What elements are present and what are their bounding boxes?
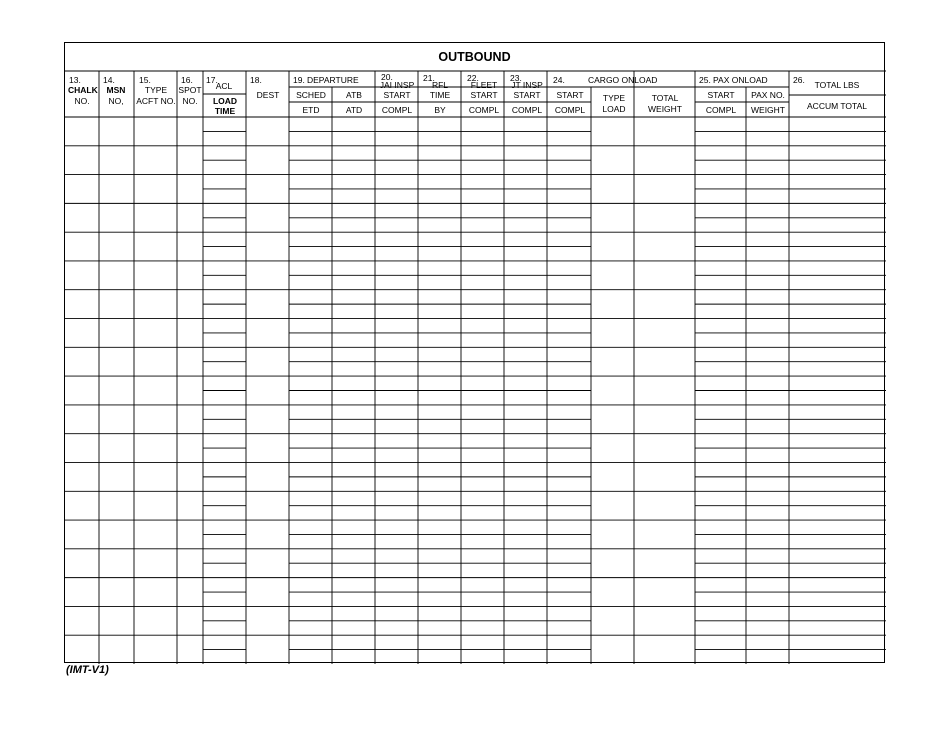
col-25-sub-compl: COMPL xyxy=(705,105,737,115)
col-22-sub-compl: COMPL xyxy=(468,105,500,115)
col-22-sub-start: START xyxy=(470,90,498,100)
col-18-number: 18. xyxy=(250,75,262,85)
col-19-sub-sched: SCHED xyxy=(296,90,326,100)
col-23-sub-start: START xyxy=(513,90,541,100)
outbound-form xyxy=(64,42,885,663)
col-24-sub-start: START xyxy=(556,90,584,100)
col-22-title: FLEET xyxy=(470,80,498,90)
col-14-label-2: NO, xyxy=(108,96,124,106)
col-13-number: 13. xyxy=(69,75,81,85)
col-23-title: JT INSP xyxy=(511,80,543,90)
col-25-sub-weight: WEIGHT xyxy=(751,105,785,115)
col-22-number: 22. xyxy=(467,73,479,83)
col-17-sub-time: TIME xyxy=(214,106,236,116)
col-19-sub-etd: ETD xyxy=(302,105,320,115)
col-24-number: 24. xyxy=(553,75,565,85)
col-19-sub-atb: ATB xyxy=(346,90,362,100)
col-23-sub-compl: COMPL xyxy=(511,105,543,115)
col-25-title: PAX ONLOAD xyxy=(713,75,768,85)
col-20-title: JAI INSP xyxy=(379,80,415,90)
col-26-title: TOTAL LBS xyxy=(814,80,860,90)
form-footer: (IMT-V1) xyxy=(66,664,109,676)
col-26-sub-accum-total: ACCUM TOTAL xyxy=(807,101,867,111)
col-13-label-1: CHALK xyxy=(68,85,98,95)
col-17-number: 17. xyxy=(206,75,218,85)
col-25-sub-start: START xyxy=(707,90,735,100)
col-17-sub-load: LOAD xyxy=(212,96,238,106)
col-15-label-1: TYPE xyxy=(144,85,168,95)
col-16-number: 16. xyxy=(181,75,193,85)
col-19-title: DEPARTURE xyxy=(307,75,359,85)
col-17-title: ACL xyxy=(215,81,233,91)
col-19-number: 19. xyxy=(293,75,305,85)
col-15-number: 15. xyxy=(139,75,151,85)
col-23-number: 23. xyxy=(510,73,522,83)
col-16-label-2: NO. xyxy=(182,96,198,106)
col-20-sub-start: START xyxy=(383,90,411,100)
col-24-sub-total: TOTAL xyxy=(651,93,679,103)
col-14-number: 14. xyxy=(103,75,115,85)
col-18-title: DEST xyxy=(256,90,280,100)
col-13-label-2: NO. xyxy=(74,96,90,106)
col-24-sub-load: LOAD xyxy=(602,104,626,114)
col-24-title: CARGO ONLOAD xyxy=(588,75,658,85)
col-25-sub-pax-no: PAX NO. xyxy=(751,90,785,100)
col-20-number: 20. xyxy=(381,72,393,82)
col-21-sub-time: TIME xyxy=(429,90,451,100)
col-21-title: RFL xyxy=(431,80,449,90)
col-14-label-1: MSN xyxy=(106,85,126,95)
col-24-sub-type: TYPE xyxy=(602,93,626,103)
form-title: OUTBOUND xyxy=(438,50,511,64)
col-19-sub-atd: ATD xyxy=(345,105,363,115)
col-25-number: 25. xyxy=(699,75,711,85)
col-20-sub-compl: COMPL xyxy=(381,105,413,115)
col-24-sub-compl: COMPL xyxy=(554,105,586,115)
col-15-label-2: ACFT NO. xyxy=(136,96,176,106)
col-26-number: 26. xyxy=(793,75,805,85)
col-21-number: 21. xyxy=(423,73,435,83)
col-16-label-1: SPOT xyxy=(178,85,202,95)
col-24-sub-weight: WEIGHT xyxy=(648,104,682,114)
col-21-sub-by: BY xyxy=(434,105,446,115)
form-grid xyxy=(65,43,884,662)
